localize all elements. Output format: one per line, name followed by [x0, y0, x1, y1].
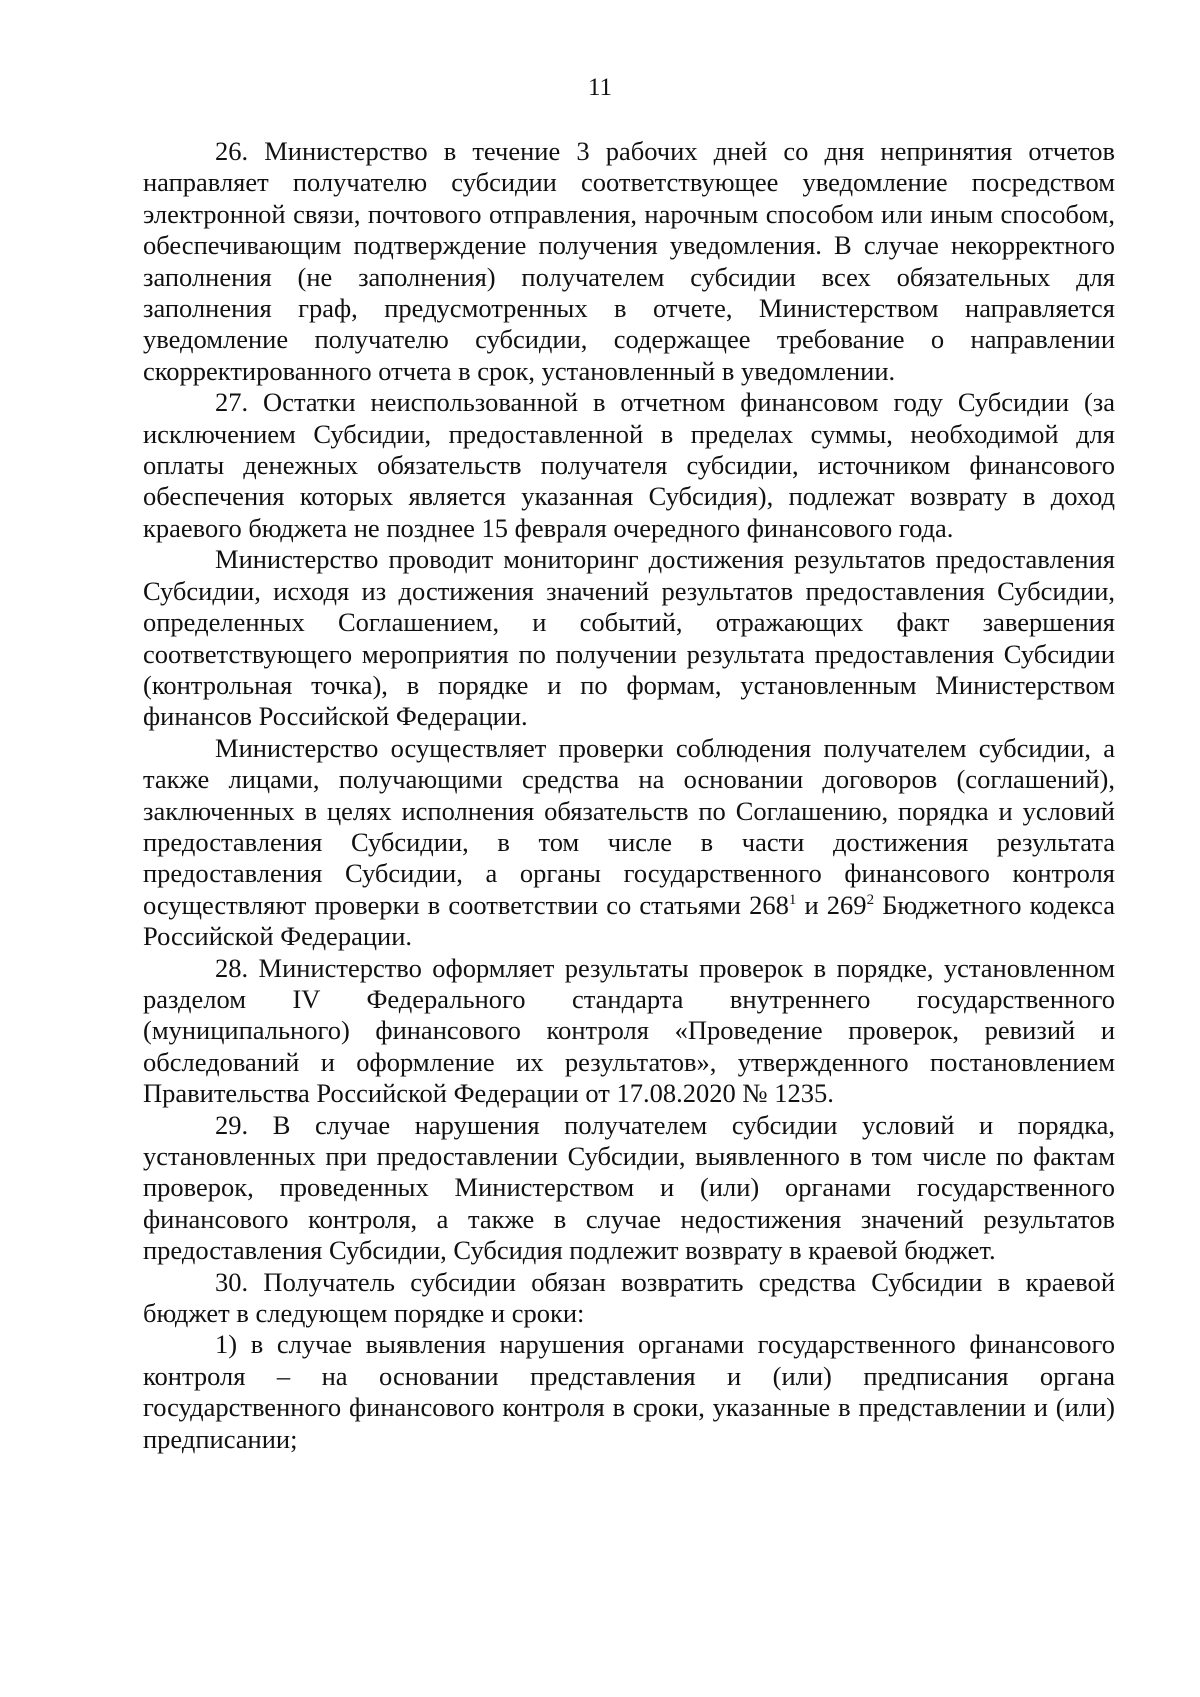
inspections-text-part-1: Министерство осуществляет проверки соблюдения получателем субсидии, а также лицами, получающими средства на основании договоров (соглашений), заключенных в целях исполнения обязательств по Соглашению, порядка и условий предоставления Субсидии, в том числе в части достижения результата предоставления Субсидии, а органы государственного финансового контроля осуществляют проверки в соответствии со статьями 268	[143, 732, 1115, 920]
footnote-superscript-2: 2	[866, 891, 875, 908]
inspections-text-part-2: и 269	[796, 889, 867, 920]
paragraph-inspections	[143, 733, 1115, 953]
page-number: 11	[587, 74, 613, 101]
paragraph-26: 26. Министерство в течение 3 рабочих дней со дня непринятия отчетов направляет получателю субсидии соответствующее уведомление посредством электронной связи, почтового отправления, нарочным способом или иным способом, обеспечивающим подтверждение получения уведомления. В случае некорректного заполнения (не заполнения) получателем субсидии всех обязательных для заполнения граф, предусмотренных в отчете, Министерством направляется уведомление получателю субсидии, содержащее требование о направлении скорректированного отчета в срок, установленный в уведомлении.	[143, 136, 1115, 386]
paragraph-27: 27. Остатки неиспользованной в отчетном финансовом году Субсидии (за исключением Субсидии, предоставленной в пределах суммы, необходимой для оплаты денежных обязательств получателя субсидии, источником финансового обеспечения которых является указанная Субсидия), подлежат возврату в доход краевого бюджета не позднее 15 февраля очередного финансового года.	[143, 387, 1115, 543]
paragraph-28: 28. Министерство оформляет результаты проверок в порядке, установленном разделом IV Федерального стандарта внутреннего государственного (муниципального) финансового контроля «Проведение проверок, ревизий и обследований и оформление их результатов», утвержденного постановлением Правительства Российской Федерации от 17.08.2020 № 1235.	[143, 952, 1115, 1109]
document-body	[143, 136, 1115, 1455]
paragraph-30-item-1: 1) в случае выявления нарушения органами государственного финансового контроля – на основании представления и (или) предписания органа государственного финансового контроля в сроки, указанные в представлении и (или) предписании;	[143, 1329, 1115, 1454]
inspections-text-part-3: Бюджетного кодекса Российской Федерации.	[143, 889, 1116, 952]
footnote-superscript-1: 1	[788, 891, 797, 908]
paragraph-29: 29. В случае нарушения получателем субсидии условий и порядка, установленных при предоставлении Субсидии, выявленного в том числе по фактам проверок, проведенных Министерством и (или) органами государственного финансового контроля, а также в случае недостижения значений результатов предоставления Субсидии, Субсидия подлежит возврату в краевой бюджет.	[143, 1109, 1115, 1266]
paragraph-monitoring: Министерство проводит мониторинг достижения результатов предоставления Субсидии, исходя из достижения значений результатов предоставления Субсидии, определенных Соглашением, и событий, отражающих факт завершения соответствующего мероприятия по получении результата предоставления Субсидии (контрольная точка), в порядке и по формам, установленным Министерством финансов Российской Федерации.	[143, 544, 1115, 732]
paragraph-30: 30. Получатель субсидии обязан возвратить средства Субсидии в краевой бюджет в следующем порядке и сроки:	[143, 1266, 1115, 1329]
